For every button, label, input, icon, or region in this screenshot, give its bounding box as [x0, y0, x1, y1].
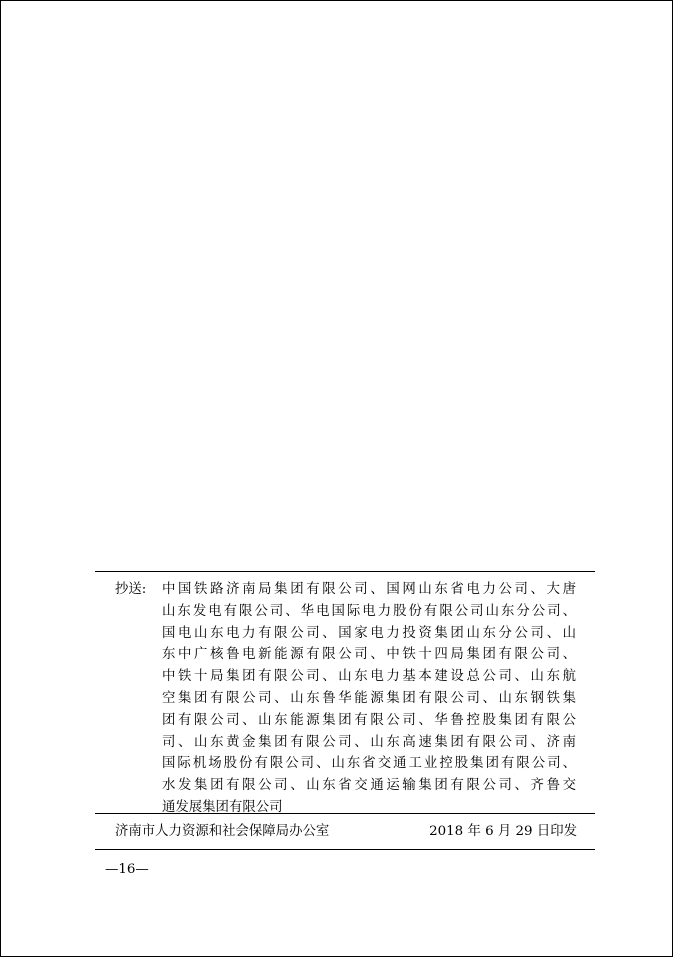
cc-line: 山东发电有限公司、华电国际电力股份有限公司山东分公司、: [162, 603, 576, 619]
cc-line: 国际机场股份有限公司、山东省交通工业控股集团有限公司、: [162, 756, 576, 772]
top-divider-line: [95, 571, 595, 572]
cc-line: 司、山东黄金集团有限公司、山东高速集团有限公司、济南: [162, 734, 576, 750]
cc-line: 中国铁路济南局集团有限公司、国网山东省电力公司、大唐: [162, 582, 576, 597]
cc-line: 团有限公司、山东能源集团有限公司、华鲁控股集团有限公: [162, 712, 576, 728]
cc-label: 抄送:: [115, 582, 147, 597]
issue-date: 2018 年 6 月 29 日印发: [429, 824, 577, 839]
cc-line: 通发展集团有限公司: [162, 799, 283, 815]
cc-line: 中铁十局集团有限公司、山东电力基本建设总公司、山东航: [162, 669, 576, 685]
cc-line: 国电山东电力有限公司、国家电力投资集团山东分公司、山: [162, 625, 576, 641]
cc-line: 空集团有限公司、山东鲁华能源集团有限公司、山东钢铁集: [162, 690, 576, 706]
issuing-office: 济南市人力资源和社会保障局办公室: [115, 824, 330, 839]
middle-divider-line: [95, 813, 595, 814]
page-number: —16—: [105, 862, 149, 877]
bottom-divider-line: [95, 849, 595, 850]
cc-line: 水发集团有限公司、山东省交通运输集团有限公司、齐鲁交: [162, 778, 576, 794]
cc-recipient-list: [162, 579, 576, 819]
cc-line: 东中广核鲁电新能源有限公司、中铁十四局集团有限公司、: [162, 647, 576, 663]
